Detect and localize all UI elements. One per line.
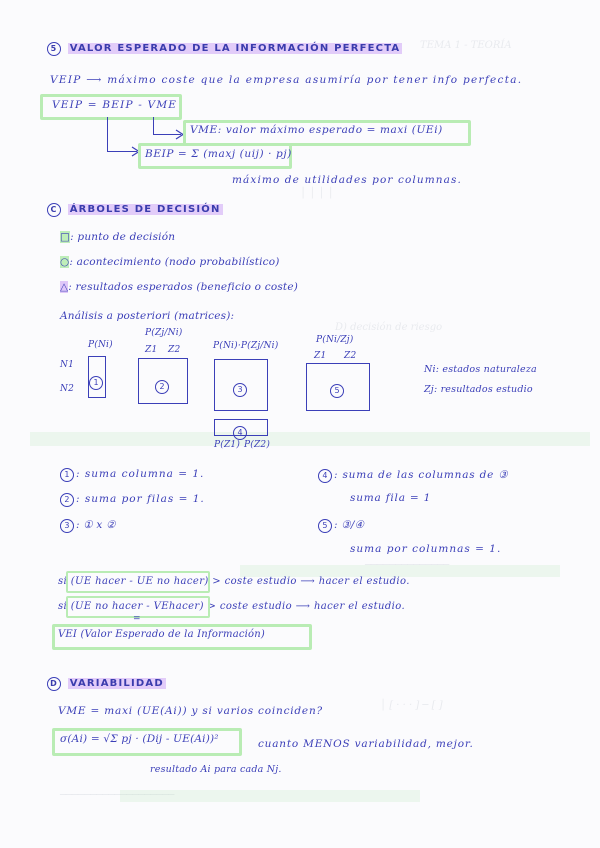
rule-3-text: : ① x ② — [76, 519, 116, 531]
rule-1-number: 1 — [60, 468, 74, 482]
veip-formula: VEIP = BEIP - VME — [52, 99, 178, 111]
rule-4-text: : suma de las columnas de ③ — [334, 469, 509, 481]
rule-5b: suma por columnas = 1. — [350, 543, 502, 555]
decision-box-1 — [66, 571, 210, 593]
square-icon: □ — [60, 231, 71, 243]
label-z1-b: Z1 — [314, 351, 327, 361]
rule-5-number: 5 — [318, 519, 332, 533]
label-pz1: P(Z1) — [214, 440, 241, 450]
analysis-label: Análisis a posteriori (matrices): — [60, 310, 235, 322]
label-pn: P(Ni) — [88, 340, 113, 350]
label-pn-pz: P(Ni)·P(Zj/Ni) — [213, 341, 279, 351]
rule-3-number: 3 — [60, 519, 74, 533]
matrix-5-label — [330, 378, 346, 398]
legend-result-text: : resultados esperados (beneficio o coste) — [68, 281, 299, 293]
section-d-heading: VARIABILIDAD — [69, 678, 164, 689]
label-pn-z: P(Ni/Zj) — [316, 335, 354, 345]
sigma-sub: resultado Ai para cada Nj. — [150, 764, 282, 775]
sigma-formula: σ(Ai) = √Σ pj · (Dij - UE(Ai))² — [60, 733, 219, 745]
rule-2-number: 2 — [60, 493, 74, 507]
legend-event — [60, 256, 280, 268]
vme-formula: VME: valor máximo esperado = maxi (UEi) — [190, 124, 443, 136]
matrix-5-number: 5 — [330, 384, 344, 398]
decision-line-1: si (UE hacer - UE no hacer) > coste estudio ⟶ hacer el estudio. — [58, 576, 410, 587]
rule-4-number: 4 — [318, 469, 332, 483]
beip-formula: BEIP = Σ (maxj (uij) · pj) — [145, 148, 292, 160]
label-z2-a: Z2 — [168, 345, 181, 355]
rule-1-text: : suma columna = 1. — [76, 468, 205, 480]
decision-line-2: si (UE no hacer - VEhacer) > coste estudio ⟶ hacer el estudio. — [58, 601, 406, 612]
label-z1-a: Z1 — [145, 345, 158, 355]
label-n2: N2 — [60, 384, 75, 394]
vme-question: VME = maxi (UE(Ai)) y si varios coinciden? — [58, 705, 323, 717]
rule-2-text: : suma por filas = 1. — [76, 493, 205, 505]
rule-5 — [318, 519, 364, 533]
matrix-2-number: 2 — [155, 380, 169, 394]
legend-decision — [60, 231, 175, 243]
legend-result — [60, 281, 298, 293]
section-c-heading: ÁRBOLES DE DECISIÓN — [69, 204, 221, 215]
sigma-note: cuanto MENOS variabilidad, mejor. — [258, 738, 474, 750]
rule-5-text: : ③/④ — [334, 519, 365, 531]
legend-decision-text: : punto de decisión — [70, 231, 176, 243]
label-n1: N1 — [60, 360, 75, 370]
rule-4 — [318, 469, 509, 483]
connector-vertical — [153, 117, 154, 135]
label-z2-b: Z2 — [344, 351, 357, 361]
matrix-2-label — [155, 374, 171, 394]
legend-event-text: : acontecimiento (nodo probabilístico) — [69, 256, 280, 268]
note-zj: Zj: resultados estudio — [424, 384, 533, 395]
matrix-3-number: 3 — [233, 383, 247, 397]
section-c-title — [47, 203, 223, 217]
section-5-heading: VALOR ESPERADO DE LA INFORMACIÓN PERFECTA — [69, 43, 401, 54]
matrix-1-number: 1 — [89, 376, 103, 390]
triangle-icon: △ — [60, 281, 69, 293]
label-pz2: P(Z2) — [244, 440, 271, 450]
veip-definition: VEIP ⟶ máximo coste que la empresa asumiría por tener info perfecta. — [50, 74, 523, 86]
label-pz-n: P(Zj/Ni) — [145, 328, 183, 338]
matrix-4-label — [233, 420, 249, 440]
matrix-4-number: 4 — [233, 426, 247, 440]
section-d-number: D — [47, 677, 61, 691]
section-d-title — [47, 677, 166, 691]
circle-icon: ○ — [60, 256, 70, 268]
vei-definition: VEI (Valor Esperado de la Información) — [58, 629, 266, 640]
rule-2 — [60, 493, 205, 507]
section-5-title — [47, 42, 402, 56]
beip-note: máximo de utilidades por columnas. — [232, 174, 462, 186]
section-c-number: C — [47, 203, 61, 217]
note-ni: Ni: estados naturaleza — [424, 364, 537, 375]
section-5-number: 5 — [47, 42, 61, 56]
connector-vertical-2 — [107, 117, 108, 152]
matrix-1-label — [89, 370, 105, 390]
rule-4b: suma fila = 1 — [350, 492, 432, 504]
matrix-3-label — [233, 377, 249, 397]
decision-equals: = — [133, 614, 141, 624]
rule-3 — [60, 519, 116, 533]
rule-1 — [60, 468, 204, 482]
